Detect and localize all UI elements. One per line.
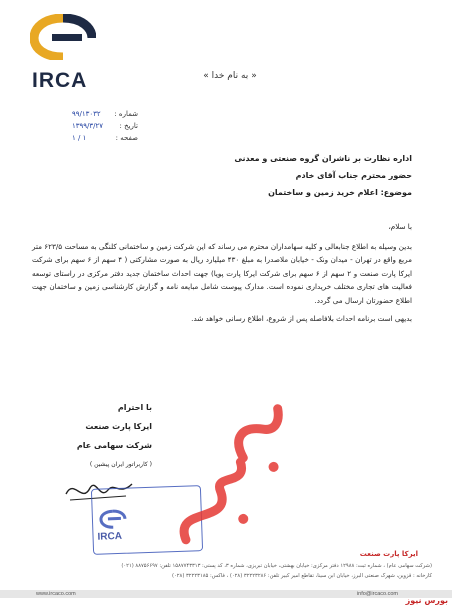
meta-value: ۱ / ۱ (72, 134, 87, 142)
regards: با احترام (117, 403, 152, 412)
meta-row-page (72, 132, 138, 144)
company-seal-stamp (91, 485, 203, 555)
logo-wordmark: IRCA (32, 69, 88, 92)
recipient-person: حضور محترم جناب آقای خادم (295, 171, 412, 180)
company-logo (30, 14, 96, 90)
footer-email-link[interactable]: info@ircaco.com (356, 591, 398, 597)
letter-subject: موضوع: اعلام خرید زمین و ساختمان (268, 188, 412, 197)
meta-value: ۱۳۹۹/۳/۲۷ (72, 122, 104, 130)
footer-website-link[interactable]: www.ircaco.com (36, 591, 76, 597)
footer-factory-address: کارخانه : قزوین، شهرک صنعتی البرز، خیابان ابن سینا، تقاطع امیر کبیر تلفن: ۳۲۲۲۳۲۸۶ (۰۲۸) ، فاکس: ۳۲۲۲۳۱۸۵ (۰۲۸) (171, 573, 432, 579)
recipient-department: اداره نظارت بر ناشران گروه صنعتی و معدنی (234, 154, 412, 163)
signer-company-type: شرکت سهامی عام (76, 441, 152, 450)
meta-row-number (72, 108, 138, 120)
body-paragraph: بدین وسیله به اطلاع جنابعالی و کلیه سهامداران محترم می رساند که این شرکت زمین و ساختمانی کلنگی به مساحت ۶۲۳/۵ متر مربع واقع در تهران - میدان ونک - خیابان ملاصدرا به مبلغ ۴۳۰ میلیارد ریال به صورت مشارکتی ( ۴ سهم از ۶ سهم برای شرکت ایرکا پارت صنعت و ۲ سهم از ۶ سهم برای شرکت ایرکا پارت پویا) جهت احداث ساختمان جدید دفتر مرکزی در راستای توسعه فعالیت های تجاری مختلف خریداری نموده است. مدارک پیوست شامل مبایعه نامه و گزارش کارشناسی زمین و ساختمان جهت اطلاع حضورتان ارسال می گردد. (32, 241, 412, 305)
meta-label: تاریخ : (119, 122, 138, 130)
footer-contact (36, 561, 432, 581)
signoff-block (42, 398, 152, 474)
letter-body (32, 220, 412, 329)
footer-brand: ایرکا پارت صنعت (359, 550, 418, 558)
greeting: با سلام، (388, 222, 412, 231)
basmala-heading: « به نام خدا » (203, 71, 257, 81)
letter-footer (0, 552, 452, 610)
meta-value: ۹۹/۱۳۰۳۲ (72, 110, 101, 118)
meta-row-date (72, 120, 138, 132)
irca-emblem-icon (30, 14, 96, 60)
meta-label: شماره : (114, 110, 138, 118)
footer-office-address: (شرکت سهامی عام) ، شماره ثبت: ۱۲۹۸۸ دفتر مرکزی: خیابان بهشتی، خیابان تبریزی، شماره ۳، کد پستی: ۱۵۸۷۷۴۳۳۱۳ تلفن: ۸۸۷۵۶۶۹۷ (۰۲۱) (121, 563, 432, 569)
stamp-emblem-icon (99, 509, 128, 530)
letter-metadata (72, 108, 138, 144)
source-watermark-tag: بورس نیوز (405, 596, 448, 605)
body-paragraph: بدیهی است برنامه احداث بلافاصله پس از شروع، اطلاع رسانی خواهد شد. (191, 313, 412, 323)
stamp-wordmark: IRCA (97, 530, 123, 543)
signer-former-name: ( کاربراتور ایران پیشین ) (89, 461, 152, 468)
recipient-block (112, 150, 412, 201)
meta-label: صفحه : (115, 134, 138, 142)
signer-company: ایرکا پارت صنعت (85, 422, 152, 431)
